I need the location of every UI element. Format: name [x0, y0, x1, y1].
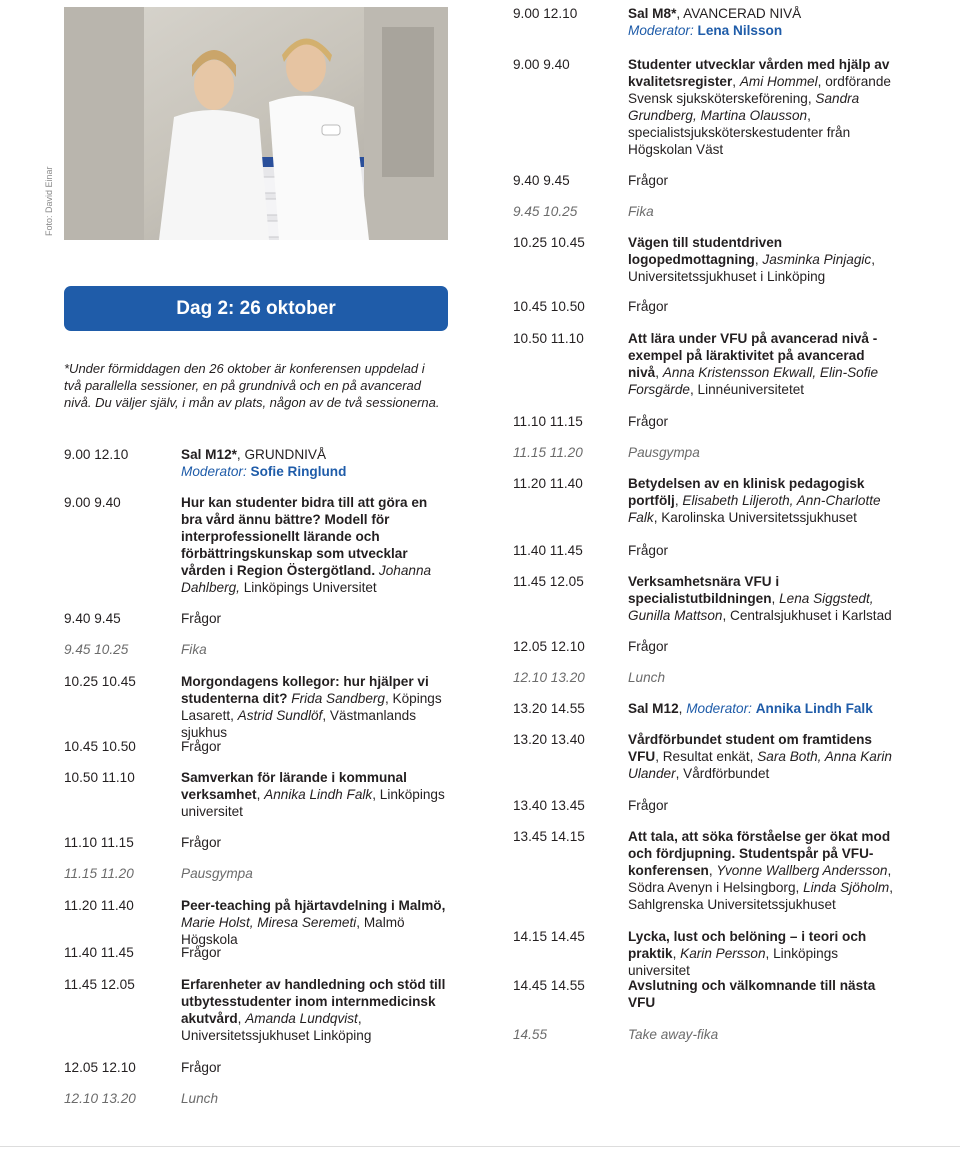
- photo-credit: Foto: David Einar: [44, 166, 54, 236]
- moderator-text: Lena Nilsson: [697, 23, 783, 38]
- day-title: Dag 2: 26 oktober: [176, 298, 336, 319]
- session-details: [181, 610, 451, 627]
- session-time: 11.10 11.15: [513, 414, 583, 429]
- session-text: ,: [771, 591, 780, 606]
- session-text: Frågor: [628, 299, 669, 314]
- session-text: Vägen till studentdriven logopedmottagning: [628, 235, 783, 267]
- session-text: Marie Holst, Miresa Seremeti: [181, 915, 357, 930]
- session-text: , AVANCERAD NIVÅ: [676, 6, 802, 21]
- session-text: Frida Sandberg: [287, 691, 385, 706]
- session-text: Annika Lindh Falk: [755, 701, 873, 716]
- session-details: [628, 669, 898, 686]
- session-details: [628, 542, 898, 559]
- session-text: Linda Sjöholm: [803, 880, 890, 895]
- session-details: [628, 573, 898, 624]
- session-text: ,: [754, 252, 763, 267]
- schedule-row: [513, 828, 898, 913]
- session-text: Karin Persson: [680, 946, 766, 961]
- session-text: Frågor: [628, 414, 669, 429]
- session-text: Sal M12*: [181, 447, 237, 462]
- session-text: Avslutning och välkomnande till nästa VFU: [628, 978, 876, 1010]
- schedule-row: [64, 944, 451, 961]
- session-text: , Södra Avenyn i Helsingborg,: [628, 863, 892, 895]
- session-text: Sandra Grundberg, Martina Olausson: [628, 91, 860, 123]
- session-time: 11.20 11.40: [64, 898, 134, 913]
- session-text: Frågor: [181, 739, 222, 754]
- session-time: 12.10 13.20: [64, 1091, 136, 1106]
- schedule-row: [64, 834, 451, 851]
- session-text: Frågor: [628, 173, 669, 188]
- session-text: Lunch: [628, 670, 666, 685]
- session-details: [628, 977, 898, 1011]
- schedule-row: [64, 738, 451, 755]
- session-text: Frågor: [181, 945, 222, 960]
- session-text: ,: [732, 74, 740, 89]
- schedule-row: [64, 494, 451, 596]
- session-text: , Linnéuniversitetet: [689, 382, 805, 397]
- session-time: 10.25 10.45: [64, 674, 136, 689]
- session-text: Studenter utvecklar vården med hjälp av kvalitetsregister: [628, 57, 890, 89]
- session-text: Ami Hommel: [739, 74, 818, 89]
- schedule-row: [513, 573, 898, 624]
- session-text: Sara Both, Anna Karin Ulander: [628, 749, 892, 781]
- session-text: Att lära under VFU på avancerad nivå - exempel på läraktivitet på avancerad nivå: [628, 331, 878, 380]
- session-details: [628, 700, 898, 717]
- session-details: [181, 897, 451, 948]
- session-text: Fika: [628, 204, 654, 219]
- session-text: , GRUNDNIVÅ: [236, 447, 327, 462]
- schedule-row: [513, 731, 898, 782]
- session-text: , Karolinska Universitetssjukhuset: [653, 510, 857, 525]
- session-text: Morgondagens kollegor: hur hjälper vi studenterna dit?: [181, 674, 429, 706]
- session-text: Vårdförbundet student om framtidens VFU: [628, 732, 872, 764]
- session-text: ,: [237, 1011, 246, 1026]
- session-text: ,: [655, 365, 663, 380]
- session-text: Jasminka Pinjagic: [762, 252, 872, 267]
- session-details: [628, 475, 898, 526]
- session-time: 13.40 13.45: [513, 798, 585, 813]
- session-time: 11.45 12.05: [513, 574, 584, 589]
- session-details: [628, 234, 898, 285]
- session-text: Erfarenheter av handledning och stöd till utbytesstudenter inom internmedicinsk akutvård: [181, 977, 446, 1026]
- schedule-row: [513, 298, 898, 315]
- schedule-row: [64, 976, 451, 1044]
- session-text: , specialistsjuksköterskestudenter från Högskolan Väst: [628, 108, 851, 157]
- session-details: [628, 928, 898, 979]
- schedule-row: [513, 444, 898, 461]
- session-details: [628, 797, 898, 814]
- session-details: [628, 203, 898, 220]
- schedule-row: [513, 56, 898, 158]
- session-text: Amanda Lundqvist: [245, 1011, 358, 1026]
- moderator-text: Moderator:: [181, 464, 251, 479]
- session-time: 11.15 11.20: [513, 445, 583, 460]
- session-text: , Vårdförbundet: [675, 766, 770, 781]
- session-details: [181, 446, 451, 480]
- session-details: [181, 834, 451, 851]
- schedule-row: [64, 641, 451, 658]
- session-text: ,: [674, 493, 683, 508]
- schedule-row: [513, 172, 898, 189]
- session-text: Verksamhetsnära VFU i specialistutbildningen: [628, 574, 780, 606]
- session-time: 9.00 9.40: [64, 495, 121, 510]
- session-text: Linköpings Universitet: [239, 580, 377, 595]
- session-text: Annika Lindh Falk: [264, 787, 373, 802]
- session-text: , Köpings Lasarett,: [181, 691, 442, 723]
- schedule-row: [513, 330, 898, 398]
- schedule-row: [513, 977, 898, 1011]
- session-text: , Malmö Högskola: [181, 915, 405, 947]
- session-details: [181, 641, 451, 658]
- session-details: [628, 330, 898, 398]
- session-details: [628, 56, 898, 158]
- session-time: 14.55: [513, 1027, 548, 1042]
- session-text: Elisabeth Liljeroth, Ann-Charlotte Falk: [628, 493, 881, 525]
- schedule-row: [513, 928, 898, 979]
- session-text: Fika: [181, 642, 207, 657]
- session-text: Lycka, lust och belöning – i teori och praktik: [628, 929, 867, 961]
- session-text: ,: [708, 863, 717, 878]
- session-time: 11.15 11.20: [64, 866, 134, 881]
- session-time: 9.45 10.25: [513, 204, 578, 219]
- session-text: , Västmanlands sjukhus: [181, 708, 417, 740]
- session-text: Pausgympa: [628, 445, 700, 460]
- session-text: , Sahlgrenska Universitetssjukhuset: [628, 880, 894, 912]
- session-time: 11.40 11.45: [64, 945, 134, 960]
- session-details: [181, 494, 451, 596]
- session-time: 10.50 11.10: [64, 770, 135, 785]
- schedule-row: [64, 610, 451, 627]
- session-details: [628, 638, 898, 655]
- schedule-row: [64, 1090, 451, 1107]
- schedule-row: [513, 638, 898, 655]
- session-details: [181, 769, 451, 820]
- session-time: 13.45 14.15: [513, 829, 585, 844]
- session-details: [628, 172, 898, 189]
- session-text: Frågor: [181, 611, 222, 626]
- session-text: Frågor: [181, 835, 222, 850]
- session-text: Yvonne Wallberg Andersson: [716, 863, 888, 878]
- session-details: [628, 731, 898, 782]
- session-details: [628, 1026, 898, 1043]
- session-details: [628, 298, 898, 315]
- session-text: Betydelsen av en klinisk pedagogisk portfölj: [628, 476, 865, 508]
- session-text: Frågor: [628, 543, 669, 558]
- session-time: 9.40 9.45: [64, 611, 121, 626]
- session-text: Pausgympa: [181, 866, 253, 881]
- schedule-row: [513, 5, 898, 39]
- schedule-row: [513, 700, 898, 717]
- session-details: [181, 1059, 451, 1076]
- schedule-row: [513, 1026, 898, 1043]
- session-details: [181, 673, 451, 741]
- session-time: 9.00 12.10: [64, 447, 129, 462]
- session-details: [628, 444, 898, 461]
- session-text: Anna Kristensson Ekwall, Elin-Sofie Forsgärde: [628, 365, 879, 397]
- session-details: [628, 413, 898, 430]
- session-text: , Universitetssjukhuset Linköping: [181, 1011, 372, 1043]
- session-details: [628, 828, 898, 913]
- session-text: , Linköpings universitet: [628, 946, 839, 978]
- session-text: Att tala, att söka förståelse ger ökat mod och fördjupning. Studentspår på VFU-konferensen: [628, 829, 891, 878]
- session-time: 10.25 10.45: [513, 235, 585, 250]
- session-time: 14.15 14.45: [513, 929, 585, 944]
- session-text: Astrid Sundlöf: [237, 708, 323, 723]
- session-details: [181, 1090, 451, 1107]
- session-time: 12.10 13.20: [513, 670, 585, 685]
- session-text: Moderator:: [686, 701, 756, 716]
- session-time: 10.50 11.10: [513, 331, 584, 346]
- session-text: ,: [678, 701, 687, 716]
- schedule-row: [513, 413, 898, 430]
- session-time: 13.20 13.40: [513, 732, 585, 747]
- session-text: , Linköpings universitet: [181, 787, 445, 819]
- session-text: Take away-fika: [628, 1027, 719, 1042]
- session-text: Lena Siggstedt, Gunilla Mattson: [628, 591, 874, 623]
- session-time: 11.40 11.45: [513, 543, 583, 558]
- schedule-row: [513, 234, 898, 285]
- session-time: 11.10 11.15: [64, 835, 134, 850]
- session-text: Sal M12: [628, 701, 679, 716]
- session-time: 13.20 14.55: [513, 701, 585, 716]
- header-photo: [64, 7, 448, 240]
- session-text: Samverkan för lärande i kommunal verksamhet: [181, 770, 407, 802]
- session-text: , Resultat enkät,: [655, 749, 758, 764]
- session-text: Sal M8*: [628, 6, 677, 21]
- schedule-row: [64, 446, 451, 480]
- schedule-row: [64, 1059, 451, 1076]
- moderator-text: Sofie Ringlund: [250, 464, 347, 479]
- session-time: 9.45 10.25: [64, 642, 129, 657]
- schedule-row: [513, 669, 898, 686]
- session-details: [628, 5, 898, 39]
- session-text: Lunch: [181, 1091, 219, 1106]
- session-text: ,: [672, 946, 681, 961]
- session-text: ,: [256, 787, 265, 802]
- session-time: 9.40 9.45: [513, 173, 570, 188]
- session-text: Johanna Dahlberg,: [181, 563, 432, 595]
- session-text: Frågor: [181, 1060, 222, 1075]
- schedule-row: [64, 865, 451, 882]
- session-time: 10.45 10.50: [513, 299, 585, 314]
- session-time: 14.45 14.55: [513, 978, 585, 993]
- schedule-row: [64, 897, 451, 948]
- schedule-row: [513, 542, 898, 559]
- session-details: [181, 976, 451, 1044]
- schedule-row: [64, 673, 451, 741]
- session-time: 12.05 12.10: [64, 1060, 136, 1075]
- schedule-row: [513, 797, 898, 814]
- session-time: 9.00 9.40: [513, 57, 570, 72]
- session-text: Frågor: [628, 798, 669, 813]
- session-text: , ordförande Svensk sjuksköterskeförening,: [628, 74, 891, 106]
- intro-note: *Under förmiddagen den 26 oktober är konferensen uppdelad i två parallella sessioner, en på grundnivå och en på avancerad nivå. Du väljer själv, i mån av plats, någon av de två sessionerna.: [64, 361, 440, 410]
- session-details: [181, 738, 451, 755]
- session-time: 10.45 10.50: [64, 739, 136, 754]
- moderator-text: Moderator:: [628, 23, 698, 38]
- session-time: 12.05 12.10: [513, 639, 585, 654]
- schedule-row: [513, 203, 898, 220]
- session-text: , Universitetssjukhuset i Linköping: [628, 252, 875, 284]
- schedule-row: [64, 769, 451, 820]
- session-time: 9.00 12.10: [513, 6, 578, 21]
- session-details: [181, 944, 451, 961]
- session-text: Peer-teaching på hjärtavdelning i Malmö,: [181, 898, 446, 913]
- schedule-row: [513, 475, 898, 526]
- day-banner: [64, 286, 448, 331]
- session-text: Hur kan studenter bidra till att göra en bra vård ännu bättre? Modell för interprofessionellt lärande och förbättringskunskap som utvecklar vården i Region Östergötland.: [181, 495, 428, 578]
- session-time: 11.45 12.05: [64, 977, 135, 992]
- footer-divider: [0, 1146, 960, 1147]
- session-time: 11.20 11.40: [513, 476, 583, 491]
- session-details: [181, 865, 451, 882]
- session-text: , Centralsjukhuset i Karlstad: [722, 608, 892, 623]
- session-text: Frågor: [628, 639, 669, 654]
